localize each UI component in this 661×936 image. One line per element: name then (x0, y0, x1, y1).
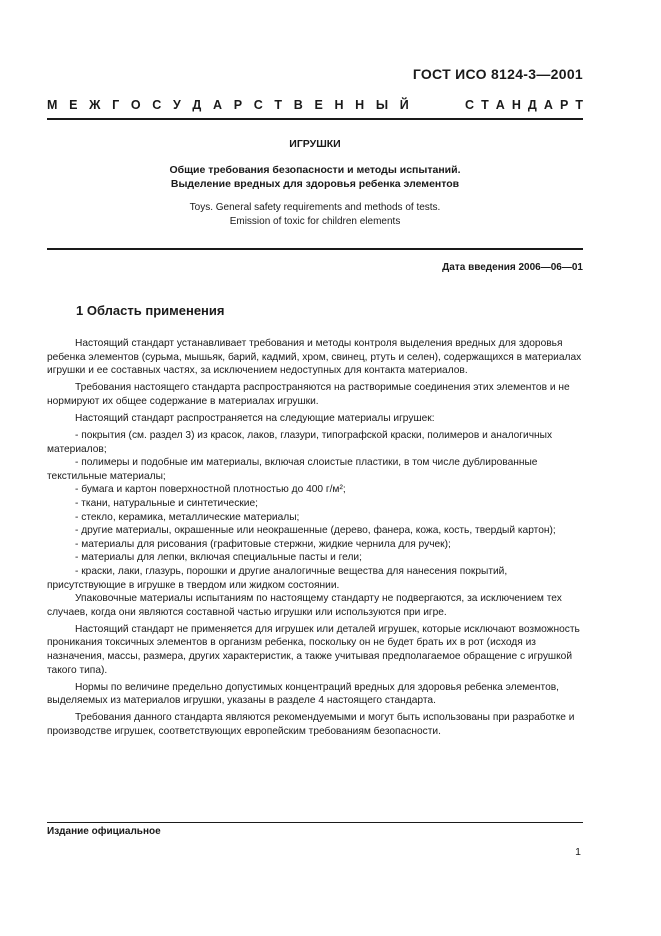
paragraph: Настоящий стандарт не применяется для игрушек или деталей игрушек, которые исключают возможность проникания токсичных элементов в организм ребенка, поскольку он не будет брать их в рот (исходя из назначения, массы, размера, других характеристик, а также учитывая предполагаемое обращение с игрушкой такого типа). (47, 623, 580, 676)
header-rule (47, 118, 583, 120)
banner-letter: Т (274, 98, 283, 112)
banner-letter: Н (355, 98, 365, 112)
paragraph: Нормы по величине предельно допустимых концентраций вредных для здоровья ребенка элементов, выделяемых из материалов игрушки, указаны в разделе 4 настоящего стандарта. (47, 681, 560, 707)
banner-letter: Н (511, 98, 521, 112)
banner-letter: М (47, 98, 58, 112)
banner-letter: Г (112, 98, 120, 112)
banner-word-standard (465, 98, 583, 112)
banner-letter: Н (334, 98, 344, 112)
banner-letter: А (543, 98, 553, 112)
introduction-date: Дата введения 2006—06—01 (442, 262, 583, 273)
banner-letter: Р (559, 98, 569, 112)
banner-letter: Р (233, 98, 243, 112)
list-item: - материалы для рисования (графитовые стержни, жидкие чернила для ручек); (75, 538, 451, 550)
banner-letter: Т (481, 98, 489, 112)
document-title: ИГРУШКИ (289, 138, 341, 150)
banner-letter: Е (69, 98, 78, 112)
banner-letter: В (293, 98, 303, 112)
section-body (47, 337, 583, 742)
banner-letter: С (152, 98, 162, 112)
paragraph: Настоящий стандарт распространяется на следующие материалы игрушек: (75, 412, 435, 424)
edition-note: Издание официальное (47, 826, 161, 837)
banner-letter: Е (314, 98, 323, 112)
english-title-line: Toys. General safety requirements and methods of tests. (189, 202, 441, 213)
list-item: - полимеры и подобные им материалы, включая слоистые пластики, в том числе дублированные текстильные материалы; (47, 457, 538, 482)
banner-letter: Й (399, 98, 409, 112)
title-rule (47, 248, 583, 250)
banner-letter: Т (575, 98, 583, 112)
banner-letter: А (213, 98, 223, 112)
banner-letter: Д (527, 98, 537, 112)
standard-banner (47, 98, 583, 112)
banner-letter: С (253, 98, 263, 112)
document-subtitle (47, 163, 583, 191)
list-item: - другие материалы, окрашенные или неокрашенные (дерево, фанера, кожа, кость, твердый картон); (75, 525, 556, 537)
banner-letter: С (465, 98, 475, 112)
list-item: - стекло, керамика, металлические материалы; (75, 511, 300, 523)
banner-letter: У (172, 98, 181, 112)
english-title-line: Emission of toxic for children elements (229, 216, 401, 227)
english-title (47, 201, 583, 229)
subtitle-line: Выделение вредных для здоровья ребенка элементов (170, 178, 460, 190)
paragraph: Настоящий стандарт устанавливает требования и методы контроля выделения вредных для здоровья ребенка элементов (сурьма, мышьяк, барий, кадмий, хром, свинец, ртуть и селен), содержащихся в материалах игрушки и ее составных частях, за исключением недоступных для контакта материалов. (47, 338, 582, 377)
list-item: - материалы для лепки, включая специальные пасты и гели; (75, 552, 362, 564)
section-heading: 1 Область применения (76, 303, 225, 318)
banner-word-interstate (47, 98, 409, 112)
footer-rule (47, 822, 583, 823)
list-item: - краски, лаки, глазурь, порошки и другие аналогичные вещества для нанесения покрытий, присутствующие в игрушке в твердом или жидком состоянии. (47, 566, 508, 591)
paragraph: Упаковочные материалы испытаниям по настоящему стандарту не подвергаются, за исключением тех случаев, когда они являются составной частью игрушки или используются при игре. (47, 593, 562, 618)
banner-letter: Ы (375, 98, 389, 112)
list-item: - ткани, натуральные и синтетические; (75, 498, 258, 510)
standard-number: ГОСТ ИСО 8124-3—2001 (412, 66, 583, 82)
banner-letter: О (130, 98, 141, 112)
list-item: - бумага и картон поверхностной плотностью до 400 г/м²; (75, 484, 346, 496)
banner-letter: А (495, 98, 505, 112)
banner-letter: Д (192, 98, 202, 112)
subtitle-line: Общие требования безопасности и методы испытаний. (169, 164, 461, 176)
list-item: - покрытия (см. раздел 3) из красок, лаков, глазури, типографской краски, полимеров и аналогичных материалов; (47, 430, 553, 455)
page-number: 1 (575, 846, 581, 858)
paragraph: Требования настоящего стандарта распространяются на растворимые соединения этих элементов и не нормируют их общее содержание в материалах игрушки. (47, 382, 570, 407)
banner-letter: Ж (89, 98, 101, 112)
paragraph: Требования данного стандарта являются рекомендуемыми и могут быть использованы при разработке и производстве игрушек, соответствующих европейским требованиям безопасности. (47, 712, 575, 738)
